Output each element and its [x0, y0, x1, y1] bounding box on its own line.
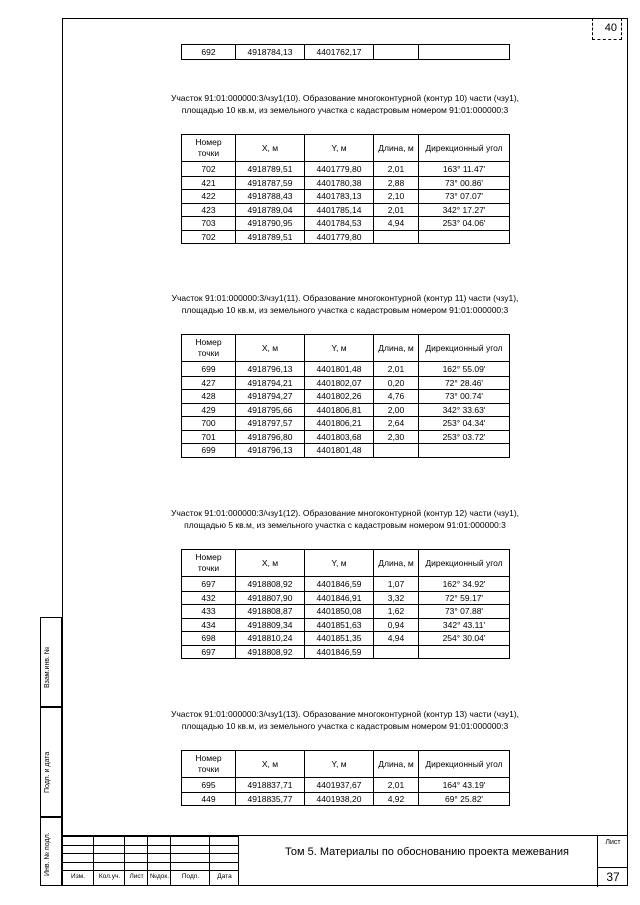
table-row: [182, 230, 510, 244]
table-header-row: Номер точки X, м Y, м Длина, м Дирекционный угол: [182, 550, 510, 577]
table-cell: 4401806,21: [305, 417, 374, 431]
table-cell: [419, 230, 510, 244]
table-cell: 449: [182, 792, 236, 806]
coordinates-table: [181, 334, 510, 458]
table-row: [182, 618, 510, 632]
table-cell: 701: [182, 430, 236, 444]
title-block-headers: [62, 873, 239, 880]
section-caption: Участок 91:01:000000:3/чзу1(13). Образование многоконтурной (контур 13) части (чзу1), площадью 10 кв.м, из земельного участка с кадастровым номером 91:01:000000:3: [170, 709, 520, 731]
table-cell: 72° 59.17': [419, 591, 510, 605]
side-label-replaced-inv: Взам.инв. №: [44, 646, 51, 688]
section-caption: Участок 91:01:000000:3/чзу1(12). Образование многоконтурной (контур 12) части (чзу1), площадью 5 кв.м, из земельного участка с кадастровым номером 91:01:000000:3: [170, 508, 520, 530]
table-cell: 702: [182, 162, 236, 177]
table-header-row: Номер точки X, м Y, м Длина, м Дирекционный угол: [182, 751, 510, 778]
table-cell: 1,07: [374, 577, 419, 592]
table-cell: 2,00: [374, 403, 419, 417]
table-cell: 4918796,13: [236, 444, 305, 458]
header-ndok: №док.: [149, 873, 170, 880]
table-cell: 163° 11.47': [419, 162, 510, 177]
header-data: Дата: [217, 873, 232, 880]
table-cell: 699: [182, 444, 236, 458]
table-cell: 4918795,66: [236, 403, 305, 417]
table-cell: 4918787,59: [236, 176, 305, 190]
table-cell: 73° 07.88': [419, 605, 510, 619]
table-cell: 2,01: [374, 162, 419, 177]
table-cell: 253° 04.34': [419, 417, 510, 431]
table-cell: 4918789,51: [236, 230, 305, 244]
header-podp: Подп.: [181, 873, 200, 880]
section-caption: Участок 91:01:000000:3/чзу1(10). Образование многоконтурной (контур 10) части (чзу1), площадью 10 кв.м, из земельного участка с кадастровым номером 91:01:000000:3: [170, 93, 520, 115]
table-cell: 433: [182, 605, 236, 619]
table-row: [182, 605, 510, 619]
table-cell: 72° 28.46': [419, 376, 510, 390]
table-row: [182, 430, 510, 444]
table-cell: 73° 00.86': [419, 176, 510, 190]
table-header-row: Номер точки X, м Y, м Длина, м Дирекционный угол: [182, 135, 510, 162]
table-cell: 702: [182, 230, 236, 244]
top-page-number: 40: [592, 18, 622, 40]
table-cell: 73° 00.74': [419, 390, 510, 404]
table-cell: 0,20: [374, 376, 419, 390]
table-row: [182, 376, 510, 390]
table-cell: 73° 07.07': [419, 190, 510, 204]
table-cell: 4401850,08: [305, 605, 374, 619]
table-cell: 4401937,67: [305, 778, 374, 793]
table-row: [182, 444, 510, 458]
title-block: [62, 835, 628, 887]
table-cell: 4918789,04: [236, 203, 305, 217]
table-row: [182, 403, 510, 417]
table-cell: 253° 03.72': [419, 430, 510, 444]
table-cell: 2,64: [374, 417, 419, 431]
table-cell: 4918794,27: [236, 390, 305, 404]
table-row: [182, 203, 510, 217]
table-cell: 4918808,92: [236, 645, 305, 659]
table-row: [182, 176, 510, 190]
table-cell: 432: [182, 591, 236, 605]
table-cell: 4918789,51: [236, 162, 305, 177]
table-cell: 2,01: [374, 778, 419, 793]
table-cell: 342° 43.11': [419, 618, 510, 632]
table-cell: 4401802,07: [305, 376, 374, 390]
table-row: [182, 362, 510, 377]
table-cell: 4918810,24: [236, 632, 305, 646]
table-cell: [374, 645, 419, 659]
table-cell: [419, 645, 510, 659]
table-cell: 4401938,20: [305, 792, 374, 806]
table-cell: 4918796,13: [236, 362, 305, 377]
table-cell: 4401802,26: [305, 390, 374, 404]
table-cell: 4401803,68: [305, 430, 374, 444]
table-cell: 162° 34.92': [419, 577, 510, 592]
table-cell: 4401785,14: [305, 203, 374, 217]
table-cell: [419, 444, 510, 458]
table-cell: 4918808,92: [236, 577, 305, 592]
side-label-sign-date: Подп. и дата: [44, 751, 51, 793]
table-cell: 4401784,53: [305, 217, 374, 231]
document-title: Том 5. Материалы по обоснованию проекта межевания: [285, 846, 569, 858]
table-cell: 697: [182, 645, 236, 659]
table-cell: 427: [182, 376, 236, 390]
side-label-inv-original: Инв. № подл.: [44, 832, 51, 876]
table-header-row: Номер точки X, м Y, м Длина, м Дирекционный угол: [182, 335, 510, 362]
table-cell: 4,76: [374, 390, 419, 404]
table-row: [182, 778, 510, 793]
table-cell: 162° 55.09': [419, 362, 510, 377]
table-cell: 4918796,80: [236, 430, 305, 444]
header-list: Лист: [129, 873, 144, 880]
table-cell: 4401801,48: [305, 444, 374, 458]
table-row: [182, 190, 510, 204]
section-caption: Участок 91:01:000000:3/чзу1(11). Образование многоконтурной (контур 11) части (чзу1), площадью 10 кв.м, из земельного участка с кадастровым номером 91:01:000000:3: [171, 293, 519, 315]
table-cell: 700: [182, 417, 236, 431]
table-cell: 4918809,34: [236, 618, 305, 632]
table-cell: 342° 33.63': [419, 403, 510, 417]
table-cell: 4918837,71: [236, 778, 305, 793]
table-cell: 428: [182, 390, 236, 404]
table-cell: 4918797,57: [236, 417, 305, 431]
table-row: [182, 162, 510, 177]
table-row: [182, 792, 510, 806]
table-cell: 164° 43.19': [419, 778, 510, 793]
table-cell: 0,94: [374, 618, 419, 632]
table-cell: 4401806,81: [305, 403, 374, 417]
table-cell: 254° 30.04': [419, 632, 510, 646]
table-row: [182, 645, 510, 659]
header-izm: Изм.: [71, 873, 85, 880]
table-cell: 4401846,91: [305, 591, 374, 605]
coordinates-table: [181, 134, 510, 244]
table-cell: 4,92: [374, 792, 419, 806]
sheet-label: Лист: [605, 839, 621, 846]
table-cell: 4401846,59: [305, 645, 374, 659]
table-cell: 4918790,95: [236, 217, 305, 231]
table-cell: 703: [182, 217, 236, 231]
table-cell: 4401783,13: [305, 190, 374, 204]
sheet-number: 37: [598, 867, 628, 884]
table-cell: 2,01: [374, 362, 419, 377]
table-cell: 342° 17.27': [419, 203, 510, 217]
table-cell: 1,62: [374, 605, 419, 619]
table-cell: 4918807,90: [236, 591, 305, 605]
table-cell: 4401779,80: [305, 230, 374, 244]
table-cell: 423: [182, 203, 236, 217]
table-cell: [374, 230, 419, 244]
table-cell: 422: [182, 190, 236, 204]
table-row: [182, 577, 510, 592]
table-cell: 698: [182, 632, 236, 646]
table-cell: 2,30: [374, 430, 419, 444]
table-cell: 4,94: [374, 217, 419, 231]
table-cell: 4918788,43: [236, 190, 305, 204]
table-cell: 697: [182, 577, 236, 592]
table-row: [182, 632, 510, 646]
table-cell: 2,88: [374, 176, 419, 190]
table-cell: 69° 25.82': [419, 792, 510, 806]
table-cell: 4918808,87: [236, 605, 305, 619]
coordinates-table: [181, 750, 510, 806]
table-row: [182, 591, 510, 605]
table-cell: 699: [182, 362, 236, 377]
sheet-box: [597, 836, 628, 887]
table-cell: 4401779,80: [305, 162, 374, 177]
table-row: [182, 217, 510, 231]
table-cell: 4401780,38: [305, 176, 374, 190]
table-row: 692 4918784,13 4401762,17: [182, 45, 510, 60]
table-cell: 2,01: [374, 203, 419, 217]
coordinates-table: [181, 549, 510, 659]
table-cell: 4918794,21: [236, 376, 305, 390]
table-cell: 4401851,35: [305, 632, 374, 646]
table-row: [182, 417, 510, 431]
table-cell: [374, 444, 419, 458]
table-cell: 4,94: [374, 632, 419, 646]
table-cell: 3,32: [374, 591, 419, 605]
table-cell: 695: [182, 778, 236, 793]
table-cell: 4918835,77: [236, 792, 305, 806]
table-cell: 434: [182, 618, 236, 632]
table-cell: 4401851,63: [305, 618, 374, 632]
header-kol-uch: Кол.уч.: [98, 873, 121, 880]
table-cell: 4401801,48: [305, 362, 374, 377]
table-cell: 421: [182, 176, 236, 190]
table-cell: 253° 04.06': [419, 217, 510, 231]
table-row: [182, 390, 510, 404]
table-cell: 2,10: [374, 190, 419, 204]
table-cell: 4401846,59: [305, 577, 374, 592]
table-cell: 429: [182, 403, 236, 417]
continued-table: [181, 44, 510, 60]
